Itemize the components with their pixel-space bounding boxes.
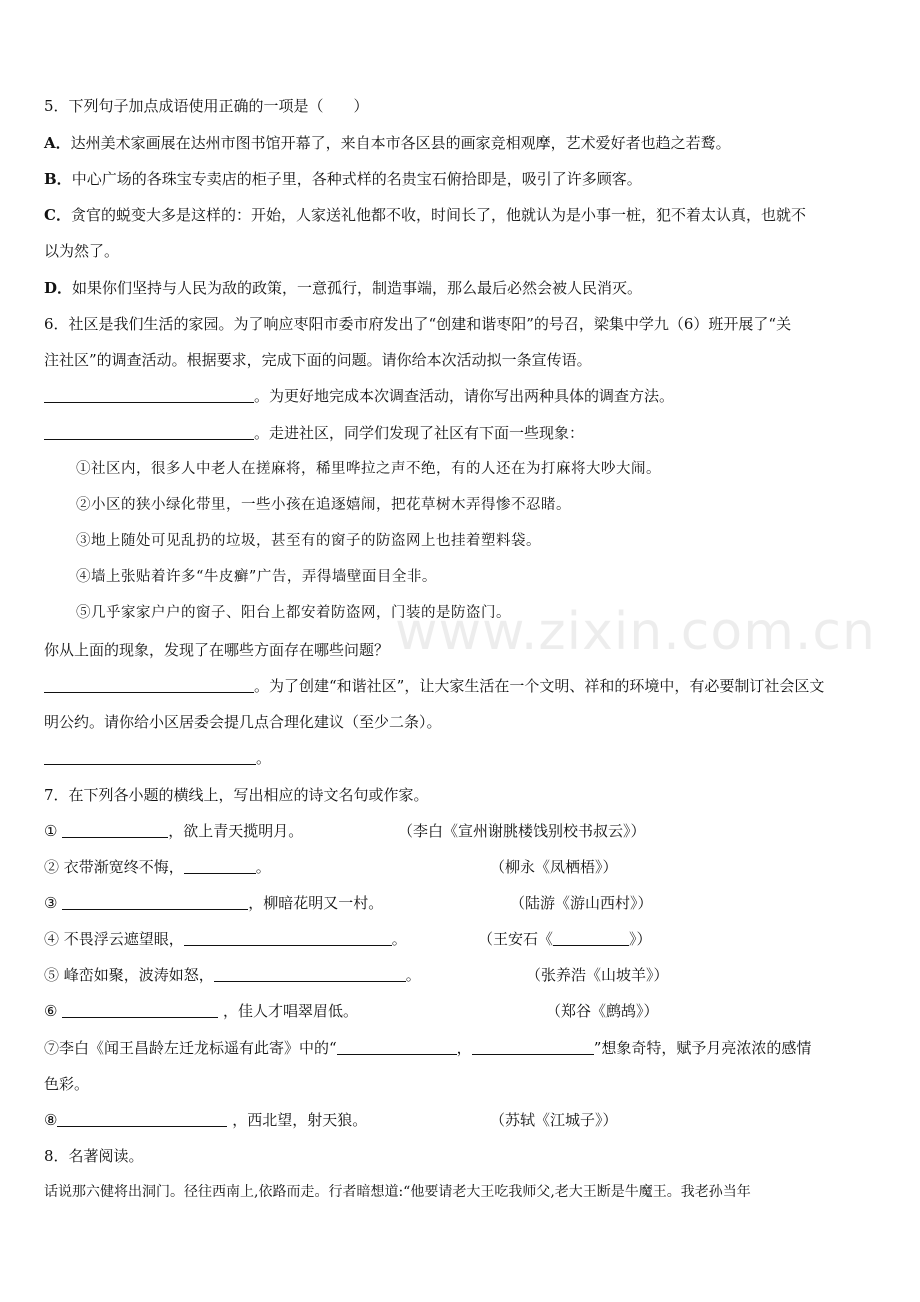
answer-blank[interactable] — [214, 966, 406, 982]
q5-option-a: A．达州美术家画展在达州市图书馆开幕了，来自本市各区县的画家竞相观摩，艺术爱好者也趋之若鹜。 — [44, 134, 731, 152]
answer-blank[interactable] — [57, 1111, 227, 1127]
q6-paragraph-4: 。走进社区，同学们发现了社区有下面一些现象： — [44, 423, 584, 443]
q6-paragraph-2: 注社区”的调查活动。根据要求，完成下面的问题。请你给本次活动拟一条宣传语。 — [44, 351, 592, 369]
q5-option-c: C．贪官的蜕变大多是这样的：开始，人家送礼他都不收，时间长了，他就认为是小事一桩，犯不着太认真，也就不 — [44, 206, 806, 224]
answer-blank[interactable] — [62, 822, 168, 838]
q6-paragraph-6: 。为了创建“和谐社区”，让大家生活在一个文明、祥和的环境中，有必要制订社会区文 — [44, 676, 824, 696]
q6-item-4: ④墙上张贴着许多“牛皮癣”广告，弄得墙壁面目全非。 — [76, 569, 437, 585]
q5-option-d: D．如果你们坚持与人民为敌的政策，一意孤行，制造事端，那么最后必然会被人民消灭。 — [44, 279, 643, 297]
q7-source-8: （苏轼《江城子》） — [490, 1111, 618, 1129]
q7-line-6: ⑥ ，佳人才唱翠眉低。 — [44, 1002, 359, 1020]
answer-blank[interactable] — [62, 1002, 218, 1018]
q8-stem: 8．名著阅读。 — [44, 1147, 144, 1165]
answer-blank[interactable] — [337, 1039, 457, 1055]
q6-paragraph-8: 。 — [44, 748, 271, 768]
answer-blank[interactable] — [44, 387, 254, 403]
q7-source-2: （柳永《凤栖梧》） — [490, 858, 618, 876]
q6-paragraph-3: 。为更好地完成本次调查活动，请你写出两种具体的调查方法。 — [44, 386, 674, 406]
q6-paragraph-5: 你从上面的现象，发现了在哪些方面存在哪些问题？ — [44, 641, 390, 659]
q7-source-6: （郑谷《鹧鸪》） — [546, 1002, 659, 1020]
q7-stem: 7．在下列各小题的横线上，写出相应的诗文名句或作家。 — [44, 786, 429, 804]
q6-item-1: ①社区内，很多人中老人在搓麻将，稀里哗拉之声不绝，有的人还在为打麻将大吵大闹。 — [76, 461, 661, 477]
answer-blank[interactable] — [44, 749, 256, 765]
q7-source-5: （张养浩《山坡羊》） — [526, 966, 669, 984]
watermark: www.zixin.com.cn — [395, 602, 876, 662]
q7-line-8: ⑧ ，西北望，射天狼。 — [44, 1111, 368, 1129]
q6-item-2: ②小区的狭小绿化带里，一些小孩在追逐嬉闹，把花草树木弄得惨不忍睹。 — [76, 497, 571, 513]
q8-passage: 话说那六健将出洞门。径往西南上,依路而走。行者暗想道:“他要请老大王吃我师父,老大王断是牛魔王。我老孙当年 — [44, 1184, 751, 1200]
answer-blank[interactable] — [184, 930, 392, 946]
q7-line-3: ③ ，柳暗花明又一村。 — [44, 894, 384, 912]
q6-item-5: ⑤几乎家家户户的窗子、阳台上都安着防盗网，门装的是防盗门。 — [76, 605, 511, 621]
answer-blank[interactable] — [44, 424, 254, 440]
q7-line-5: ⑤ 峰峦如聚，波涛如怒， 。 — [44, 966, 421, 984]
q6-paragraph-1: 6．社区是我们生活的家园。为了响应枣阳市委市府发出了“创建和谐枣阳”的号召，梁集中学九（6）班开展了“关 — [44, 315, 792, 333]
q7-source-4: （王安石《 》） — [478, 930, 652, 948]
answer-blank[interactable] — [184, 858, 256, 874]
q5-stem: 5．下列句子加点成语使用正确的一项是（ ） — [44, 97, 369, 115]
q7-line-7: ⑦李白《闻王昌龄左迁龙标遥有此寄》中的“ ， ”想象奇特，赋予月亮浓浓的感情 — [44, 1039, 812, 1057]
q7-line-4: ④ 不畏浮云遮望眼， 。 — [44, 930, 407, 948]
answer-blank[interactable] — [472, 1039, 594, 1055]
q7-source-1: （李白《宣州谢朓楼饯别校书叔云》） — [398, 822, 646, 840]
answer-blank[interactable] — [44, 677, 254, 693]
q7-source-3: （陆游《游山西村》） — [510, 894, 653, 912]
q5-option-c-cont: 以为然了。 — [44, 242, 120, 260]
q7-line-1: ① ，欲上青天揽明月。 — [44, 822, 304, 840]
q7-line-2: ② 衣带渐宽终不悔， 。 — [44, 858, 271, 876]
answer-blank[interactable] — [553, 930, 629, 946]
answer-blank[interactable] — [62, 894, 248, 910]
q5-option-b: B．中心广场的各珠宝专卖店的柜子里，各种式样的名贵宝石俯拾即是，吸引了许多顾客。 — [44, 170, 642, 188]
q6-item-3: ③地上随处可见乱扔的垃圾，甚至有的窗子的防盗网上也挂着塑料袋。 — [76, 533, 541, 549]
q7-line-7-cont: 色彩。 — [44, 1075, 90, 1093]
q6-paragraph-7: 明公约。请你给小区居委会提几点合理化建议（至少二条）。 — [44, 713, 442, 731]
